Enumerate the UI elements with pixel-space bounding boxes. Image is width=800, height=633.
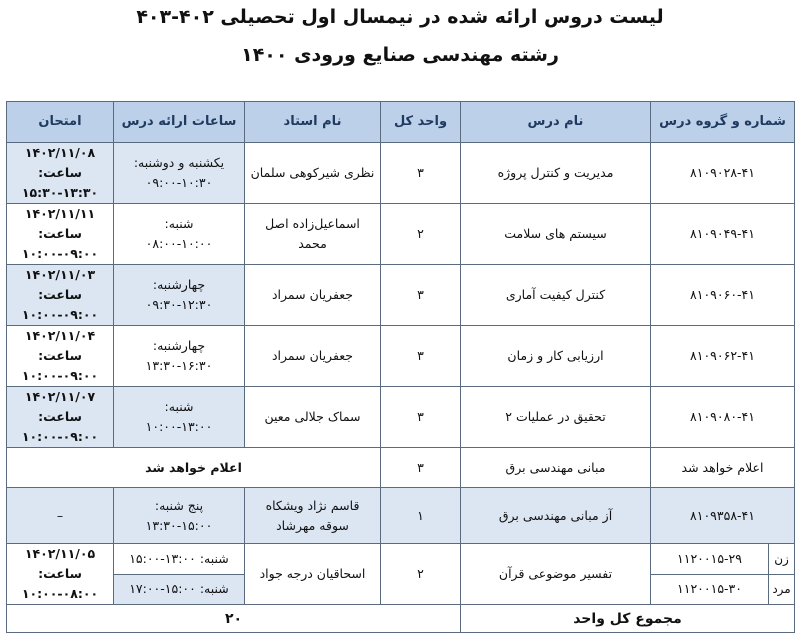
table-row xyxy=(7,143,795,204)
to-be-announced: اعلام خواهد شد xyxy=(7,448,381,488)
time-days: چهارشنبه: xyxy=(152,338,206,353)
header-name: نام درس xyxy=(461,102,651,143)
time-hours: ۱۰:۰۰-۱۳:۰۰ xyxy=(145,419,213,434)
exam-date: ۱۴۰۲/۱۱/۰۷ xyxy=(24,389,96,404)
course-code: اعلام خواهد شد xyxy=(651,448,795,488)
header-exam: امتحان xyxy=(7,102,114,143)
table-row xyxy=(7,488,795,544)
time-days: شنبه: xyxy=(164,399,194,414)
page-subtitle: رشته مهندسی صنایع ورودی ۱۴۰۰ xyxy=(241,44,559,66)
course-code-female: ۱۱۲۰۰۱۵-۲۹ xyxy=(651,544,769,575)
course-exam xyxy=(7,387,114,448)
course-instructor: قاسم نژاد ویشکاه سوقه مهرشاد xyxy=(245,488,381,544)
course-name: سیستم های سلامت xyxy=(461,204,651,265)
course-units: ۲ xyxy=(381,204,461,265)
course-name: تفسیر موضوعی قرآن xyxy=(461,544,651,605)
course-time xyxy=(114,204,245,265)
course-name: آز مبانی مهندسی برق xyxy=(461,488,651,544)
course-units: ۳ xyxy=(381,143,461,204)
header-time: ساعات ارائه درس xyxy=(114,102,245,143)
exam-date: ۱۴۰۲/۱۱/۰۸ xyxy=(24,145,96,160)
table-row xyxy=(7,326,795,387)
course-exam xyxy=(7,326,114,387)
exam-date: ۱۴۰۲/۱۱/۱۱ xyxy=(24,206,96,221)
time-days: پنج شنبه: xyxy=(154,497,204,513)
course-time-male: شنبه: ۱۵:۰۰-۱۷:۰۰ xyxy=(114,574,245,605)
time-days: چهارشنبه: xyxy=(152,277,206,292)
course-time xyxy=(114,265,245,326)
course-code: ۸۱۰۹۰۲۸-۴۱ xyxy=(651,143,795,204)
exam-hours: ساعت: ۰۸:۰۰-۱۰:۰۰ xyxy=(21,566,99,601)
table-row xyxy=(7,448,795,488)
course-exam: – xyxy=(7,488,114,544)
header-code: شماره و گروه درس xyxy=(651,102,795,143)
time-hours: ۰۹:۰۰-۱۰:۳۰ xyxy=(145,175,213,190)
course-time xyxy=(114,143,245,204)
course-instructor: اسماعیل‌زاده اصل محمد xyxy=(245,204,381,265)
course-code: ۸۱۰۹۰۴۹-۴۱ xyxy=(651,204,795,265)
header-units: واحد کل xyxy=(381,102,461,143)
course-instructor: سماک جلالی معین xyxy=(245,387,381,448)
table-header-row xyxy=(7,102,795,143)
total-label: مجموع کل واحد xyxy=(461,605,795,633)
course-instructor: نظری شیرکوهی سلمان xyxy=(245,143,381,204)
table-row xyxy=(7,204,795,265)
time-hours: ۱۳:۳۰-۱۵:۰۰ xyxy=(145,517,213,533)
course-units: ۲ xyxy=(381,544,461,605)
course-time xyxy=(114,326,245,387)
exam-date: ۱۴۰۲/۱۱/۰۵ xyxy=(24,546,96,561)
exam-hours: ساعت: ۰۹:۰۰-۱۰:۰۰ xyxy=(21,409,99,444)
course-time xyxy=(114,387,245,448)
exam-hours: ساعت: ۰۹:۰۰-۱۰:۰۰ xyxy=(21,348,99,383)
time-hours: ۰۹:۳۰-۱۲:۳۰ xyxy=(145,297,213,312)
table-row xyxy=(7,265,795,326)
course-instructor: جعفریان سمراد xyxy=(245,326,381,387)
table-row xyxy=(7,544,795,575)
page-title: لیست دروس ارائه شده در نیمسال اول تحصیلی ۴۰۲-۴۰۳ xyxy=(136,6,664,28)
gender-female: زن xyxy=(769,544,795,575)
time-days: شنبه: xyxy=(164,216,194,231)
header-instructor: نام استاد xyxy=(245,102,381,143)
course-units: ۳ xyxy=(381,448,461,488)
time-hours: ۱۳:۳۰-۱۶:۳۰ xyxy=(145,358,213,373)
course-code: ۸۱۰۹۳۵۸-۴۱ xyxy=(651,488,795,544)
table-row xyxy=(7,387,795,448)
course-units: ۱ xyxy=(381,488,461,544)
time-days: یکشنبه و دوشنبه: xyxy=(133,155,225,170)
exam-hours: ساعت: ۱۳:۳۰-۱۵:۳۰ xyxy=(21,165,99,200)
course-name: کنترل کیفیت آماری xyxy=(461,265,651,326)
time-hours: ۰۸:۰۰-۱۰:۰۰ xyxy=(145,236,213,251)
course-exam xyxy=(7,204,114,265)
course-name: مبانی مهندسی برق xyxy=(461,448,651,488)
course-instructor: جعفریان سمراد xyxy=(245,265,381,326)
course-units: ۳ xyxy=(381,265,461,326)
course-units: ۳ xyxy=(381,326,461,387)
course-code: ۸۱۰۹۰۶۰-۴۱ xyxy=(651,265,795,326)
course-name: مدیریت و کنترل پروژه xyxy=(461,143,651,204)
course-code-male: ۱۱۲۰۰۱۵-۳۰ xyxy=(651,574,769,605)
exam-date: ۱۴۰۲/۱۱/۰۳ xyxy=(24,267,96,282)
total-value: ۲۰ xyxy=(7,605,461,633)
course-code: ۸۱۰۹۰۸۰-۴۱ xyxy=(651,387,795,448)
exam-hours: ساعت: ۰۹:۰۰-۱۰:۰۰ xyxy=(21,226,99,261)
gender-male: مرد xyxy=(769,574,795,605)
course-exam xyxy=(7,265,114,326)
course-units: ۳ xyxy=(381,387,461,448)
course-time-female: شنبه: ۱۳:۰۰-۱۵:۰۰ xyxy=(114,544,245,575)
course-code: ۸۱۰۹۰۶۲-۴۱ xyxy=(651,326,795,387)
course-name: ارزیابی کار و زمان xyxy=(461,326,651,387)
course-name: تحقیق در عملیات ۲ xyxy=(461,387,651,448)
exam-date: ۱۴۰۲/۱۱/۰۴ xyxy=(24,328,96,343)
course-exam xyxy=(7,544,114,605)
exam-hours: ساعت: ۰۹:۰۰-۱۰:۰۰ xyxy=(21,287,99,322)
course-time xyxy=(114,488,245,544)
course-table xyxy=(6,101,795,633)
course-instructor: اسحاقیان درجه جواد xyxy=(245,544,381,605)
course-exam xyxy=(7,143,114,204)
total-row xyxy=(7,605,795,633)
